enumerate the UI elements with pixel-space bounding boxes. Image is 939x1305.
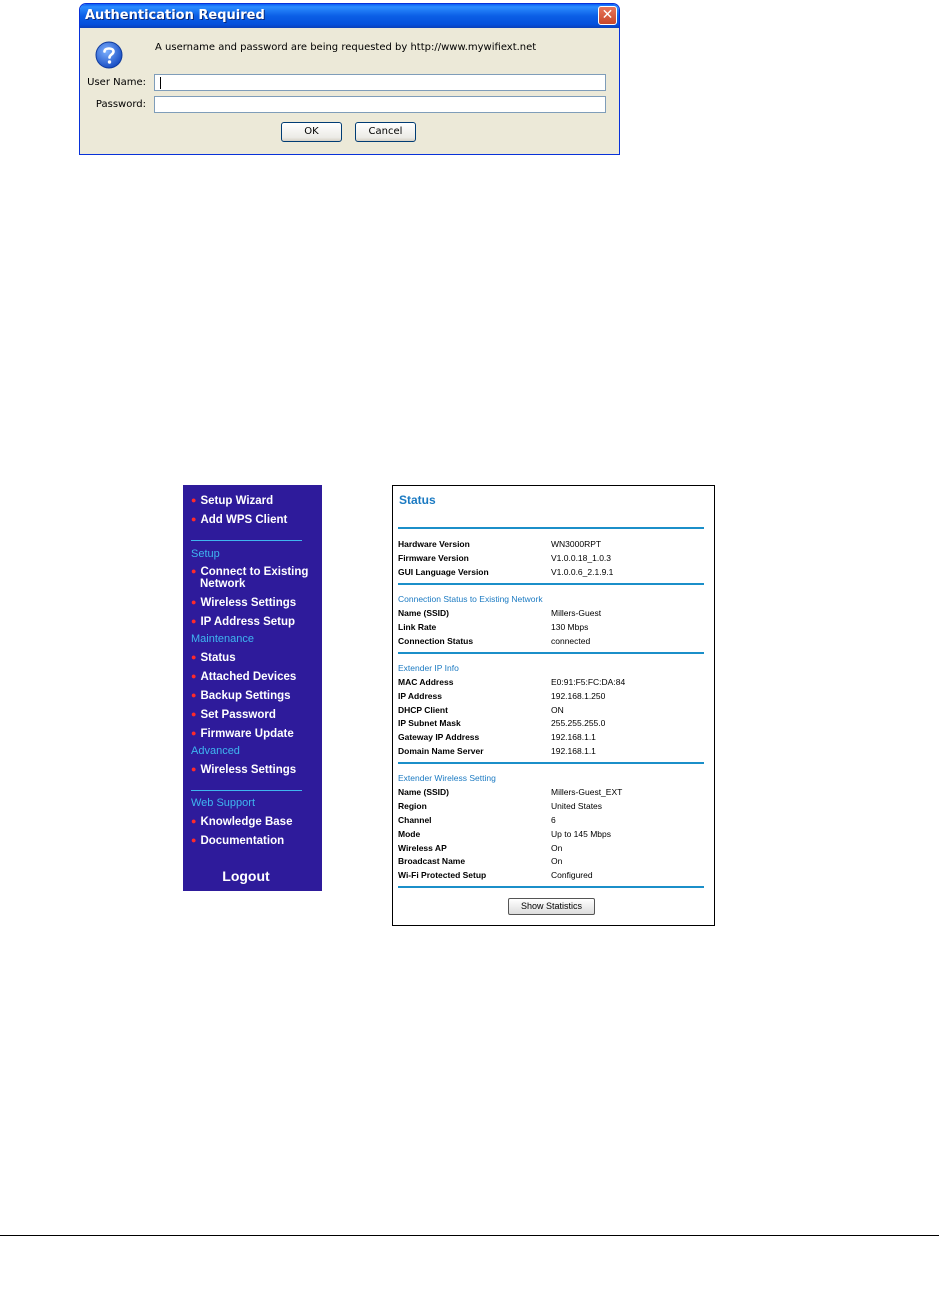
sidebar-section-advanced: Advanced [191, 745, 240, 757]
section-title-connection: Connection Status to Existing Network [398, 594, 543, 604]
status-panel [392, 485, 715, 926]
bullet-icon: ● [191, 764, 197, 774]
password-input[interactable] [154, 96, 606, 113]
row-label: Gateway IP Address [398, 732, 480, 742]
show-statistics-button[interactable]: Show Statistics [508, 898, 595, 915]
row-label: Domain Name Server [398, 746, 484, 756]
sidebar-item-attached-devices[interactable]: ● Attached Devices [191, 671, 297, 683]
row-value: 255.255.255.0 [551, 718, 606, 728]
auth-message: A username and password are being requested by http://www.mywifiext.net [155, 42, 537, 53]
sidebar-item-knowledge-base[interactable]: ● Knowledge Base [191, 816, 293, 828]
sidebar-item-advanced-wireless[interactable]: ● Wireless Settings [191, 764, 297, 776]
dialog-titlebar[interactable] [80, 4, 619, 28]
row-value: Millers-Guest_EXT [551, 787, 623, 797]
row-value: connected [551, 636, 591, 646]
row-value: 130 Mbps [551, 622, 589, 632]
row-value: On [551, 843, 563, 853]
sidebar-item-connect-existing-line2[interactable]: Network [200, 578, 246, 590]
row-label: Firmware Version [398, 553, 469, 563]
username-input[interactable] [154, 74, 606, 91]
row-label: Connection Status [398, 636, 474, 646]
bullet-icon: ● [191, 671, 197, 681]
password-label: Password: [95, 99, 146, 110]
section-divider [398, 583, 704, 585]
bullet-icon: ● [191, 566, 197, 576]
row-label: IP Subnet Mask [398, 718, 461, 728]
bullet-icon: ● [191, 709, 197, 719]
row-label: Region [398, 801, 427, 811]
logout-link[interactable]: Logout [222, 868, 270, 884]
row-label: Mode [398, 829, 421, 839]
sidebar-divider [191, 540, 302, 541]
bullet-icon: ● [191, 616, 197, 626]
section-divider [398, 527, 704, 529]
section-divider [398, 886, 704, 888]
row-value: 192.168.1.1 [551, 732, 596, 742]
bullet-icon: ● [191, 514, 197, 524]
row-label: Wi-Fi Protected Setup [398, 870, 487, 880]
bullet-icon: ● [191, 690, 197, 700]
row-value: ON [551, 705, 564, 715]
bullet-icon: ● [191, 728, 197, 738]
sidebar-item-documentation[interactable]: ● Documentation [191, 835, 285, 847]
question-icon [95, 41, 123, 69]
row-value: Up to 145 Mbps [551, 829, 612, 839]
row-label: IP Address [398, 691, 442, 701]
row-value: Configured [551, 870, 593, 880]
bullet-icon: ● [191, 495, 197, 505]
row-value: United States [551, 801, 603, 811]
sidebar-item-add-wps-client[interactable]: ● Add WPS Client [191, 514, 288, 526]
ok-button[interactable]: OK [281, 122, 342, 142]
section-divider [398, 762, 704, 764]
bullet-icon: ● [191, 835, 197, 845]
row-value: Millers-Guest [551, 608, 602, 618]
row-value: V1.0.0.6_2.1.9.1 [551, 567, 614, 577]
sidebar-nav [183, 485, 322, 891]
bullet-icon: ● [191, 597, 197, 607]
auth-dialog [79, 3, 620, 155]
text-caret [160, 77, 161, 89]
row-value: 192.168.1.250 [551, 691, 606, 701]
row-value: On [551, 856, 563, 866]
row-label: Link Rate [398, 622, 437, 632]
sidebar-item-wireless-settings[interactable]: ● Wireless Settings [191, 597, 297, 609]
sidebar-item-connect-existing[interactable]: ● Connect to Existing [191, 566, 309, 578]
dialog-title: Authentication Required [85, 8, 265, 23]
sidebar-section-web-support: Web Support [191, 797, 256, 809]
row-label: Broadcast Name [398, 856, 466, 866]
row-label: Channel [398, 815, 432, 825]
sidebar-item-backup-settings[interactable]: ● Backup Settings [191, 690, 291, 702]
section-title-wireless: Extender Wireless Setting [398, 773, 496, 783]
row-label: DHCP Client [398, 705, 448, 715]
row-label: GUI Language Version [398, 567, 489, 577]
sidebar-item-status[interactable]: ● Status [191, 652, 236, 664]
close-icon[interactable]: ✕ [598, 6, 617, 25]
sidebar-item-setup-wizard[interactable]: ● Setup Wizard [191, 495, 274, 507]
row-value: 6 [551, 815, 556, 825]
sidebar-item-ip-address-setup[interactable]: ● IP Address Setup [191, 616, 296, 628]
sidebar-section-maintenance: Maintenance [191, 633, 254, 645]
section-title-ip-info: Extender IP Info [398, 663, 459, 673]
row-value: 192.168.1.1 [551, 746, 596, 756]
bullet-icon: ● [191, 652, 197, 662]
sidebar-item-firmware-update[interactable]: ● Firmware Update [191, 728, 294, 740]
row-value: V1.0.0.18_1.0.3 [551, 553, 612, 563]
row-label: Name (SSID) [398, 787, 450, 797]
sidebar-divider [191, 790, 302, 791]
row-label: Hardware Version [398, 539, 470, 549]
bullet-icon: ● [191, 816, 197, 826]
footer-rule [0, 1235, 939, 1236]
page-title: Status [399, 493, 436, 507]
sidebar-item-set-password[interactable]: ● Set Password [191, 709, 276, 721]
sidebar-section-setup: Setup [191, 548, 220, 560]
row-label: MAC Address [398, 677, 454, 687]
row-label: Wireless AP [398, 843, 447, 853]
row-value: E0:91:F5:FC:DA:84 [551, 677, 626, 687]
row-label: Name (SSID) [398, 608, 450, 618]
section-divider [398, 652, 704, 654]
row-value: WN3000RPT [551, 539, 602, 549]
username-label: User Name: [87, 77, 146, 88]
cancel-button[interactable]: Cancel [355, 122, 416, 142]
